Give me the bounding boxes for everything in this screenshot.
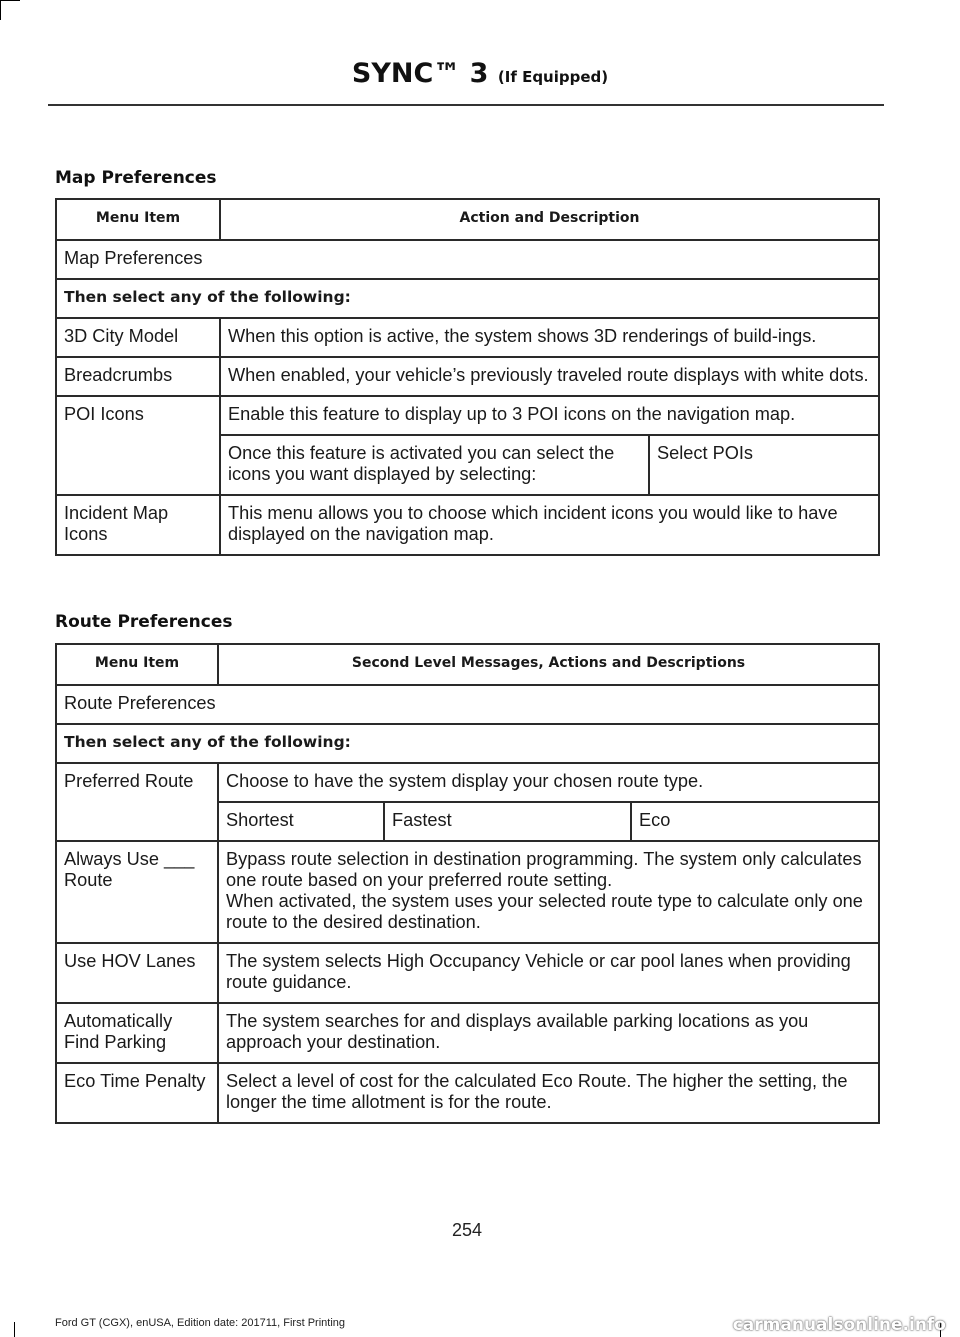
column-header-action: Action and Description	[220, 199, 879, 240]
table-row	[56, 763, 879, 802]
description-cell: This menu allows you to choose which incident icons you would like to have displayed on the navigation map.	[220, 495, 879, 555]
menu-item-cell: POI Icons	[56, 396, 220, 495]
description-cell: Enable this feature to display up to 3 POI icons on the navigation map.	[220, 396, 879, 435]
description-cell: Select a level of cost for the calculated Eco Route. The higher the setting, the longer the time allotment is for the route.	[218, 1063, 879, 1123]
description-cell: The system selects High Occupancy Vehicle or car pool lanes when providing route guidance.	[218, 943, 879, 1003]
table-subheading: Then select any of the following:	[56, 279, 879, 318]
description-cell: The system searches for and displays available parking locations as you approach your destination.	[218, 1003, 879, 1063]
crop-mark	[0, 0, 1, 20]
header-rule	[48, 104, 884, 106]
menu-item-cell: Use HOV Lanes	[56, 943, 218, 1003]
menu-item-cell: Breadcrumbs	[56, 357, 220, 396]
table-row	[56, 279, 879, 318]
table-subheading: Then select any of the following:	[56, 724, 879, 763]
crop-mark	[0, 0, 20, 1]
header-title: SYNC™ 3	[351, 58, 489, 89]
column-header-menu-item: Menu Item	[56, 199, 220, 240]
menu-item-cell: Incident Map Icons	[56, 495, 220, 555]
map-preferences-heading: Map Preferences	[55, 168, 217, 188]
page-header	[0, 58, 960, 89]
footer-edition-text: Ford GT (CGX), enUSA, Edition date: 201711, First Printing	[55, 1317, 345, 1329]
table-row	[56, 396, 879, 435]
watermark: carmanualsonline.info	[732, 1315, 946, 1335]
table-row	[56, 724, 879, 763]
table-row	[56, 1063, 879, 1123]
route-preferences-heading: Route Preferences	[55, 612, 233, 632]
menu-item-cell: Automatically Find Parking	[56, 1003, 218, 1063]
table-header-row	[56, 644, 879, 685]
description-cell: When this option is active, the system shows 3D renderings of build-ings.	[220, 318, 879, 357]
option-cell: Fastest	[384, 802, 631, 841]
table-row	[56, 1003, 879, 1063]
column-header-action: Second Level Messages, Actions and Descriptions	[218, 644, 879, 685]
map-preferences-table	[55, 198, 880, 556]
option-cell: Select POIs	[649, 435, 879, 495]
table-row	[56, 318, 879, 357]
crop-mark	[14, 1322, 15, 1337]
menu-item-cell: 3D City Model	[56, 318, 220, 357]
table-row	[56, 943, 879, 1003]
description-cell	[218, 841, 879, 943]
option-cell: Eco	[631, 802, 879, 841]
table-header-row	[56, 199, 879, 240]
header-qualifier: (If Equipped)	[497, 68, 609, 86]
option-cell: Shortest	[218, 802, 384, 841]
route-preferences-table	[55, 643, 880, 1124]
table-title-cell: Map Preferences	[56, 240, 879, 279]
table-row	[56, 841, 879, 943]
description-paragraph: When activated, the system uses your selected route type to calculate only one route to the desired destination.	[226, 891, 863, 932]
table-row	[56, 495, 879, 555]
column-header-menu-item: Menu Item	[56, 644, 218, 685]
description-cell: Once this feature is activated you can select the icons you want displayed by selecting:	[220, 435, 649, 495]
menu-item-cell: Always Use ___ Route	[56, 841, 218, 943]
menu-item-cell: Preferred Route	[56, 763, 218, 841]
table-row	[56, 685, 879, 724]
menu-item-cell: Eco Time Penalty	[56, 1063, 218, 1123]
table-row	[56, 357, 879, 396]
page-number: 254	[451, 1220, 483, 1240]
table-title-cell: Route Preferences	[56, 685, 879, 724]
description-cell: Choose to have the system display your chosen route type.	[218, 763, 879, 802]
table-row	[56, 240, 879, 279]
description-cell: When enabled, your vehicle’s previously traveled route displays with white dots.	[220, 357, 879, 396]
description-paragraph: Bypass route selection in destination programming. The system only calculates one route based on your preferred route setting.	[226, 849, 862, 890]
